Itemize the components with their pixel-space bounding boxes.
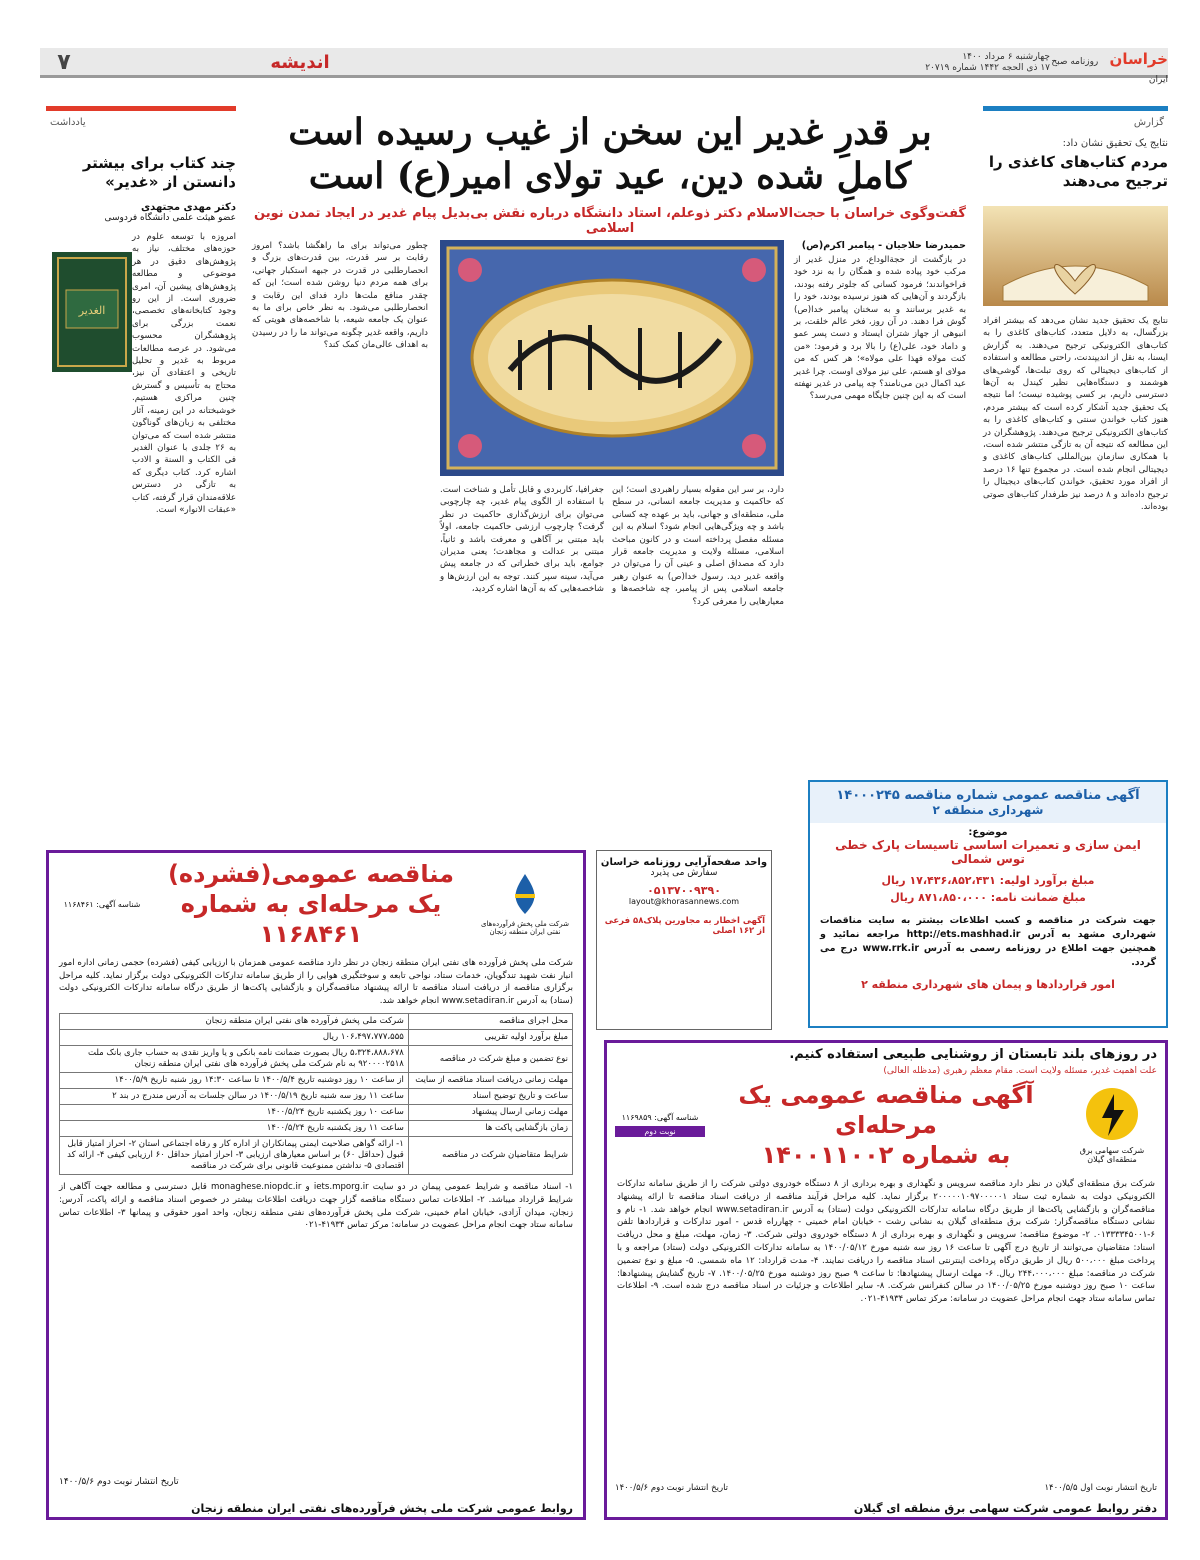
ad-gilan-footer: دفتر روابط عمومی شرکت سهامی برق منطقه ای گیلان xyxy=(853,1502,1157,1515)
table-cell-value: ساعت ۱۰ روز یکشنبه تاریخ ۱۴۰۰/۵/۲۴ xyxy=(60,1105,409,1121)
book-cover-title: الغدیر xyxy=(78,304,106,317)
note-title: چند کتاب برای بیشتر دانستن از «غدیر» xyxy=(82,154,236,191)
ad-gilan-logo xyxy=(1067,1086,1157,1164)
ad-zanjan-logo xyxy=(475,872,575,936)
ad-gilan-electricity xyxy=(604,1040,1168,1520)
report-tag: گزارش xyxy=(983,106,1168,134)
ornamental-frame xyxy=(440,240,784,476)
table-cell-label: نوع تضمین و مبلغ شرکت در مناقصه xyxy=(408,1046,572,1073)
table-cell-value: ساعت ۱۱ روز سه شنبه تاریخ ۱۴۰۰/۵/۱۹ در سالن جلسات به آدرس مندرج در بند ۲ xyxy=(60,1089,409,1105)
ad-zanjan-date: تاریخ انتشار نوبت دوم ۱۴۰۰/۵/۶ xyxy=(59,1477,179,1487)
article-column-4 xyxy=(252,240,428,352)
newspaper-logo xyxy=(1048,50,1168,85)
article-col4-text: چطور می‌تواند برای ما راهگشا باشد؟ امروز رقابت بر سر قدرت، بین قدرت‌های بزرگ و انحصارطلبی در قدرت در جبهه استکبار جهانی، برای همه مردم دنیا روشن شده است؛ این که چقدر منافع ملت‌ها دارد فدای این رقابت و انحصارطلبی می‌شود. به نظر خاص برای ما به عنوان یک جامعه شیعه، با شاخصه‌های هویتی که داریم، واقعه غدیر چگونه می‌تواند ما را در رسیدن به اهداف عالی‌مان کمک کند؟ xyxy=(252,241,428,351)
logo-text: خراسان xyxy=(1109,50,1168,68)
table-cell-label: زمان بازگشایی پاکت ها xyxy=(408,1121,572,1137)
ad-gilan-title-2: به شماره ۱۴۰۰۱۱۰۰۲ xyxy=(761,1141,1011,1169)
ad-gilan-title-1: آگهی مناقصه عمومی یک مرحله‌ای xyxy=(738,1081,1034,1139)
date-box xyxy=(850,52,1050,74)
ad-gilan-date: تاریخ انتشار نوبت اول ۱۴۰۰/۵/۵ xyxy=(1044,1483,1157,1493)
ad-gilan-date-2: تاریخ انتشار نوبت دوم ۱۴۰۰/۵/۶ xyxy=(615,1483,729,1493)
layout-subtitle: سفارش می پذیرد xyxy=(650,868,718,878)
article-column-1 xyxy=(794,240,966,403)
article-author: حمیدرضا حلاجیان - پیامبر اکرم(ص) xyxy=(801,240,966,251)
oil-company-logo-icon xyxy=(500,872,550,916)
ad-zanjan-title-1: مناقصه عمومی(فشرده) xyxy=(167,860,455,888)
report-column xyxy=(983,106,1168,756)
note-tag: یادداشت xyxy=(46,106,236,134)
main-headline xyxy=(250,110,970,198)
layout-service-notice xyxy=(596,850,772,1030)
headline-line-1: بر قدرِ غدیر این سخن از غیب رسیده است xyxy=(288,111,932,153)
date-line-2: ۱۷ ذی الحجه ۱۴۴۲ شماره ۲۰۷۱۹ xyxy=(925,63,1050,73)
table-cell-value: از ساعت ۱۰ روز دوشنبه تاریخ ۱۴۰۰/۵/۴ تا ساعت ۱۴:۳۰ روز شنبه تاریخ ۱۴۰۰/۵/۹ xyxy=(60,1073,409,1089)
book-cover-image xyxy=(52,252,132,372)
ad-mashhad-title: آگهی مناقصه عمومی شماره مناقصه ۱۴۰۰۰۲۴۵ xyxy=(836,788,1140,803)
ad-zanjan-oil xyxy=(46,850,586,1520)
table-row xyxy=(60,1121,573,1137)
ad-gilan-dates xyxy=(615,1483,1157,1493)
ad-zanjan-intro: شرکت ملی پخش فرآورده های نفتی ایران منطقه زنجان در نظر دارد مناقصه عمومی همزمان با ارزیابی کیفی (فشرده) حجمی زمانی اداره امور انبار نفت شهید تندگویان، خدمات ستاد، نواحی تابعه و سوختگیری هوایی را از طریق سامانه تدارکات الکترونیکی دولت برگزار نماید. کلیه مراحل برگزاری مناقصه از دریافت اسناد مناقصه تا ارائه پیشنهاد مناقصه‌گران و بازگشایی پاکت‌ها از طریق درگاه سامانه تدارکات الکترونیکی دولت (ستاد) به آدرس www.setadiran.ir انجام خواهد شد. xyxy=(59,958,573,1006)
page-number: ۷ xyxy=(57,50,71,75)
note-body: امروزه با توسعه علوم در حوزه‌های مختلف، نیاز به پژوهش‌های دقیق در هر موضوعی و مطالعه پژوهش‌های پیشین آن، امری ضروری است. از این رو وجود کتابخانه‌های تخصصی، نعمت بزرگی برای پژوهشگران محسوب می‌شود. در عرصه مطالعات مربوط به غدیر و تحلیل تاریخی و اعتقادی آن نیز، محتاج به تأسیس و گسترش چنین مراکزی هستیم. خوشبختانه در این زمینه، آثار مختلفی به زبان‌های گوناگون منتشر شده است که می‌توان به ۲۶ جلدی با عنوان الغدیر فی الکتاب و السنة و الادب اشاره کرد. کتاب دیگری که به تازگی در دسترس علاقه‌مندان قرار گرفته، کتاب «عبقات الانوار» است. xyxy=(132,232,236,515)
ad-mashhad-org: شهرداری منطقه ۲ xyxy=(932,803,1044,817)
ad-gilan-title-block xyxy=(705,1080,1067,1170)
date-line-1: چهارشنبه ۶ مرداد ۱۴۰۰ xyxy=(962,52,1050,62)
report-body: نتایج یک تحقیق جدید نشان می‌دهد که بیشتر افراد بزرگسال، به دلایل متعدد، کتاب‌های کاغذی را به کتاب‌های الکترونیکی ترجیح می‌دهند. به گزارش ایسنا، به نقل از اندیپندنت، راحتی مطالعه و استفاده از کتاب‌های دیجیتالی که روی تبلت‌ها، گوشی‌های هوشمند و دستگاه‌هایی نظیر کیندل به آن‌ها دسترسی داریم، بر کسی پوشیده نیست؛ اما نتیجه یک تحقیق جدید آشکار کرده است که بیشتر مردم، هنوز کتاب خواندن سنتی و کتاب‌های کاغذی را به کتاب‌های الکترونیکی ترجیح می‌دهند. پژوهشگران در این مطالعه که نتیجه آن به تازگی منتشر شده است، با همکاری سازمان بین‌المللی کتاب‌های کاغذی و دیجیتالی انجام شده است. در مجموع تنها ۱۶ درصد از افراد مورد تحقیق، خواندن کتاب‌های دیجیتال را ترجیح داده‌اند و ۸ درصد نیز طرفدار کتاب‌های صوتی بوده‌اند. xyxy=(983,316,1168,513)
ad-mashhad-footer: امور قراردادها و پیمان های شهرداری منطقه ۲ xyxy=(861,978,1115,991)
ad-zanjan-table xyxy=(59,1013,573,1175)
report-title: مردم کتاب‌های کاغذی را ترجیح می‌دهند xyxy=(988,153,1168,190)
article-col3-text: جغرافیا، کاربردی و قابل تأمل و شناخت است. با استفاده از الگوی پیام غدیر، چه چارچوبی می‌توان برای ارزش‌گذاری حاکمیت در نظر گرفت؟ چارچوب ارزشی حاکمیت جامعه، اولاً باید مبتنی بر آگاهی و معرفت باشد و ثانیاً، مبتنی بر عدالت و مجاهدت؛ یعنی مدیران جوامع، باید برای خطراتی که در جامعه پیش می‌آید، سینه سپر کنند. توجه به این ارزش‌ها و شاخصه‌هایی که به آن‌ها اشاره کردید، xyxy=(440,485,604,595)
note-author: دکتر مهدی مجتهدی xyxy=(141,202,236,213)
ad-zanjan-notes: ۱- اسناد مناقصه و شرایط عمومی پیمان در دو سایت iets.mporg.ir و monaghese.niopdc.ir قابل دسترسی و مطالعه جهت آگاهی از شرایط قرارداد میباشد. ۲- اطلاعات تماس دستگاه مناقصه گزار جهت دریافت اطلاعات بیشتر در خصوص اسناد مناقصه و ارائه پاکت، آدرس: زنجان، میدان آزادی، خیابان امام خمینی، شرکت ملی پخش فرآورده‌های نفتی منطقه زنجان، واحد امور حقوقی و پیمانها ۳- اطلاعات تماس سامانه ستاد جهت انجام مراحل عضویت در سامانه: مرکز تماس ۴۱۹۳۴-۰۲۱ xyxy=(59,1182,573,1231)
lightning-logo-icon xyxy=(1084,1086,1140,1142)
ad-gilan-ref: شناسه آگهی: ۱۱۶۹۸۵۹ xyxy=(621,1113,699,1122)
table-row xyxy=(60,1046,573,1073)
table-cell-label: مبلغ برآورد اولیه تقریبی xyxy=(408,1030,572,1046)
layout-email: layout@khorasannews.com xyxy=(628,897,740,906)
article-subhead: گفت‌وگوی خراسان با حجت‌الاسلام دکتر ذوعلم، استاد دانشگاه درباره نقش بی‌بدیل پیام غدیر در ایجاد تمدن نوین اسلامی xyxy=(254,206,966,236)
ad-mashhad-budget: مبلغ برآورد اولیه: ۱۷،۴۳۶،۸۵۲،۴۳۱ ریال xyxy=(881,874,1095,887)
ad-gilan-head xyxy=(607,1076,1165,1174)
table-row xyxy=(60,1030,573,1046)
table-cell-value: ۵،۳۲۴،۸۸۸،۶۷۸ ریال بصورت ضمانت نامه بانکی و یا واریز نقدی به حساب جاری بانک ملت ۹۲۰۰۰۰۲۵۱۸ به نام شرکت ملی پخش فرآورده های نفتی ایران منطقه زنجان xyxy=(60,1046,409,1073)
ad-zanjan-head xyxy=(49,853,583,955)
table-cell-label: محل اجرای مناقصه xyxy=(408,1014,572,1030)
article-col1-text: در بازگشت از حجة‌الوداع، در منزل غدیر از مرکب خود پیاده شده و همگان را به نزد خود فراخواندند؛ فرمود کسانی که جلوتر رفته بودند، بازگردند و آن‌هایی که هنوز نرسیده بودند، خود را به غدیر برسانند و به سخنان پیامبر خدا(ص) گوش فرا دهند. در آن روز، فخر عالم خلقت، بر انبوهی از جهاز شتران ایستاد و دست پسر عمو و داماد خود، علی(ع) را بالا برد و فرمود: «من کنت مولاه فهذا علی مولاه»؛ هر کس که من مولای او هستم، علی نیز مولای اوست. چرا غدیر عید اکمال دین می‌نامند؟ چه پیامی در غدیر نهفته است که به این چنین جایگاه مهمی می‌رسد؟ xyxy=(794,255,966,402)
ad-mashhad-subject: ایمن سازی و تعمیرات اساسی تاسیسات پارک خطی توس شمالی xyxy=(835,838,1141,866)
ad-mashhad-content xyxy=(810,823,1166,995)
headline-line-2: کاملِ شده دین، عید تولای امیر(ع) است xyxy=(308,155,912,197)
calligraphy-artwork xyxy=(440,240,784,476)
layout-title: واحد صفحه‌آرایی روزنامه خراسان xyxy=(600,857,768,868)
ad-zanjan-company: شرکت ملی پخش فرآورده‌های نفتی ایران منطقه زنجان xyxy=(481,920,569,936)
table-cell-label: مهلت زمانی دریافت اسناد مناقصه از سایت xyxy=(408,1073,572,1089)
table-cell-value: ۱۰۶،۴۹۷،۷۷۷،۵۵۵ ریال xyxy=(60,1030,409,1046)
ad-gilan-ref-block xyxy=(615,1113,705,1137)
table-cell-value: ۱- ارائه گواهی صلاحیت ایمنی پیمانکاران از اداره کار و رفاه اجتماعی استان ۲- احراز امتیاز قابل قبول (حداقل ۶۰) بر اساس معیارهای ارزیابی ۳- احراز امتیاز حداقل ۶۰ ارزیابی کیفی ۴- ارائه کد اقتصادی ۵- نداشتن ممنوعیت قانونی برای شرکت در مناقصه xyxy=(60,1137,409,1175)
table-cell-value: ساعت ۱۱ روز یکشنبه تاریخ ۱۴۰۰/۵/۲۴ xyxy=(60,1121,409,1137)
table-cell-label: ساعت و تاریخ توضیح اسناد xyxy=(408,1089,572,1105)
article-column-3 xyxy=(440,484,604,596)
table-cell-label: شرایط متقاضیان شرکت در مناقصه xyxy=(408,1137,572,1175)
ad-mashhad-municipality xyxy=(808,780,1168,1028)
ad-zanjan-table-wrap xyxy=(49,1013,583,1175)
article-col2-text: دارد، بر سر این مقوله بسیار راهبردی است؛ این که حاکمیت و مدیریت جامعه انسانی، در سطح ملی، منطقه‌ای و جهانی، باید بر عهده چه کسانی باشد و چه ویژگی‌هایی انجام شود؟ اسلام به این مسئله مفصل پرداخته است و در کانون مباحث اسلامی، مسئله ولایت و مدیریت جامعه قرار دارد که مصداق اصلی و عینی آن را می‌توان در واقعه غدیر دید. رسول خدا(ص) به عنوان رهبر جامعه اسلامی پس از پیامبر، چه شاخصه‌ها و معیارهایی را معرفی کرد؟ xyxy=(612,485,784,607)
article-column-2 xyxy=(612,484,784,608)
ghadir-book-cover xyxy=(52,252,132,372)
ad-zanjan-title-2: یک مرحله‌ای به شماره ۱۱۶۸۴۶۱ xyxy=(180,890,442,948)
ad-gilan-round: نوبت دوم xyxy=(615,1126,705,1137)
ad-mashhad-body: جهت شرکت در مناقصه و کسب اطلاعات بیشتر به سایت مناقصات شهرداری مشهد به آدرس http://ets.mashhad.ir مراجعه نمائید و همچنین جهت اطلاع در روزنامه رسمی به آدرس www.rrk.ir درج می گردد. xyxy=(820,915,1157,968)
ad-zanjan-footer: روابط عمومی شرکت ملی پخش فرآورده‌های نفتی ایران منطقه زنجان xyxy=(191,1502,573,1515)
ad-gilan-body: شرکت برق منطقه‌ای گیلان در نظر دارد مناقصه سرویس و نگهداری و بهره برداری از ۸ دستگاه خودروی دولتی شرکت را از طریق سامانه تدارکات الکترونیکی دولت به شماره ثبت ستاد ۲۰۰۰۰۰۱۰۹۷۰۰۰۰۰۱ برگزار نماید. کلیه مراحل فرآیند مناقصه از دریافت اسناد مناقصه تا ارائه پیشنهاد مناقصه‌گران و بازگشایی پاکت‌ها از طریق درگاه سامانه تدارکات الکترونیکی دولت (ستاد) به آدرس www.setadiran.ir انجام خواهد شد. ۱- نام و نشانی دستگاه مناقصه‌گزار: شرکت برق منطقه‌ای گیلان به نشانی رشت - خیابان امام خمینی - چهارراه قدس - امور تدارکات و قراردادها تلفن ۶-۰۱۳۳۳۳۴۵۰۰۱. ۲- موضوع مناقصه: سرویس و نگهداری و بهره برداری از ۸ دستگاه خودروی دولتی شرکت. ۳- زمان، مهلت، مبلغ و محل دریافت اسناد: متقاضیان می‌توانند از تاریخ درج آگهی تا ساعت ۱۶ روز سه شنبه مورخ ۱۴۰۰/۰۵/۱۲ به سامانه تدارکات الکترونیکی دولت (ستاد) مراجعه و با پرداخت مبلغ ۵۰۰،۰۰۰ ریال از طریق درگاه پرداخت اینترنتی اسناد مناقصه را دریافت نمایند. ۴- مدت قرارداد: ۱۲ ماه شمسی. ۵- مبلغ و نوع تضمین شرکت در مناقصه: مبلغ ۲۴۴،۰۰۰،۰۰۰ ریال. ۶- مهلت ارسال پیشنهادها: تا ساعت ۹ صبح روز دوشنبه مورخ ۱۴۰۰/۰۵/۲۵. ۷- تاریخ گشایش پیشنهادها: ساعت ۱۰ صبح روز دوشنبه مورخ ۱۴۰۰/۰۵/۲۵ در سالن کنفرانس شرکت. ۸- سایر اطلاعات و جزئیات در اسناد مناقصه درج شده است. ۹- اطلاعات تماس سامانه ستاد جهت انجام مراحل عضویت در سامانه: مرکز تماس ۴۱۹۳۴-۰۲۱. xyxy=(617,1179,1156,1305)
ad-zanjan-title-block xyxy=(147,859,475,949)
note-affiliation: عضو هیئت علمی دانشگاه فردوسی xyxy=(104,213,236,223)
book-heart-illustration xyxy=(983,206,1168,306)
layout-phone: ۰۵۱۳۷۰۰۹۳۹۰ xyxy=(647,884,721,897)
ad-gilan-slogan: در روزهای بلند تابستان از روشنایی طبیعی استفاده کنیم. xyxy=(789,1047,1157,1062)
table-row xyxy=(60,1014,573,1030)
heart-book-image xyxy=(983,206,1168,306)
table-row xyxy=(60,1089,573,1105)
note-body-right xyxy=(132,231,236,516)
ad-mashhad-head xyxy=(810,782,1166,823)
table-cell-value: شرکت ملی پخش فرآورده های نفتی ایران منطقه زنجان xyxy=(60,1014,409,1030)
ad-zanjan-ref: شناسه آگهی: ۱۱۶۸۴۶۱ xyxy=(63,899,141,909)
table-row xyxy=(60,1105,573,1121)
ad-gilan-quote: علت اهمیت غدیر، مسئله ولایت است. مقام معظم رهبری (مدظله العالی) xyxy=(883,1066,1157,1076)
table-row xyxy=(60,1073,573,1089)
table-row xyxy=(60,1137,573,1175)
ad-gilan-company: شرکت سهامی برق منطقه‌ای گیلان xyxy=(1079,1146,1145,1164)
newspaper-subtitle: روزنامه صبح ایران xyxy=(1051,57,1168,85)
note-column xyxy=(46,106,236,826)
table-cell-label: مهلت زمانی ارسال پیشنهاد xyxy=(408,1105,572,1121)
legal-notice-title: آگهی اخطار به مجاورین پلاک۵۸ فرعی از ۱۶۲ اصلی xyxy=(604,916,765,936)
ad-mashhad-guarantee: مبلغ ضمانت نامه: ۸۷۱،۸۵۰،۰۰۰ ریال xyxy=(890,891,1086,904)
section-title: اندیشه xyxy=(270,52,330,73)
ad-mashhad-subject-label: موضوع: xyxy=(968,827,1008,838)
report-kicker: نتایج یک تحقیق نشان داد: xyxy=(1062,138,1168,149)
